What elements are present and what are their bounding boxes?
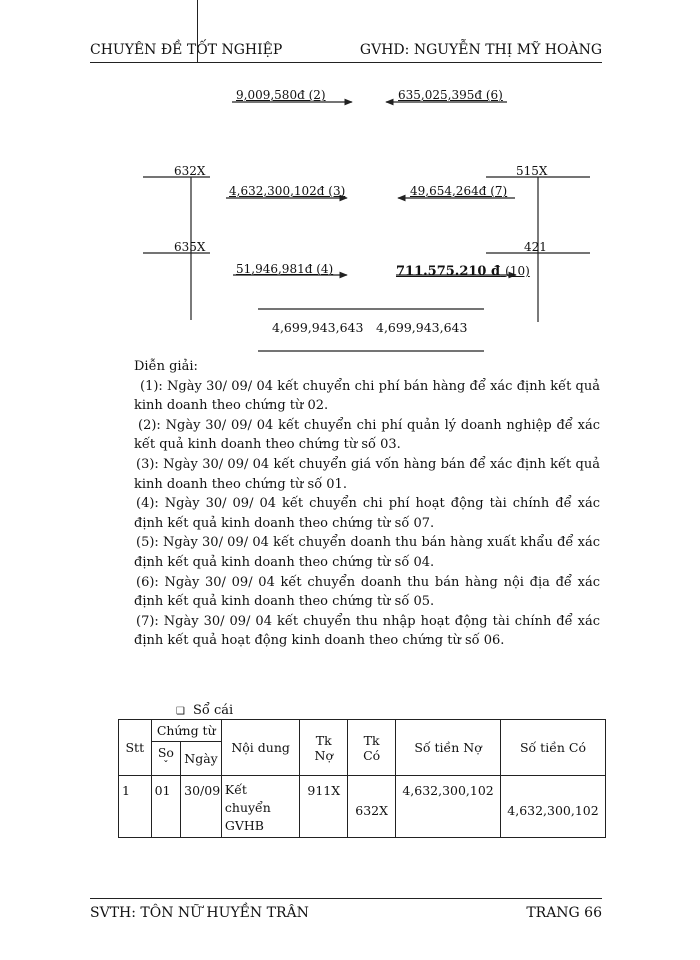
cell-noi-dung (221, 776, 299, 838)
amount-10-value: 711.575.210 đ (396, 264, 501, 279)
col-so-label: So (157, 744, 174, 760)
col-tk-no (300, 720, 348, 776)
cell-ngay: 30/09 (181, 776, 222, 838)
amount-7: 49,654,264đ (7) (410, 184, 508, 198)
amount-6: 635,025,395đ (6) (398, 88, 503, 102)
header-right: GVHD: NGUYỄN THỊ MỸ HOÀNG (359, 42, 602, 58)
explanation-item-1: (1): Ngày 30/ 09/ 04 kết chuyển chi phí bán hàng để xác định kết quả kinh doanh theo chứng từ 02. (134, 378, 600, 414)
explanation-item-4: (4): Ngày 30/ 09/ 04 kết chuyển chi phí hoạt động tài chính để xác định kết quả kinh doanh theo chứng từ số 07. (134, 496, 600, 531)
explanation-item-7: (7): Ngày 30/ 09/ 04 kết chuyển thu nhập hoạt động tài chính để xác định kết quả hoạt động kinh doanh theo chứng từ số 06. (134, 613, 600, 649)
explanation-item-3: (3): Ngày 30/ 09/ 04 kết chuyển giá vốn hàng bán để xác định kết quả kinh doanh theo chứng từ số 01. (134, 456, 600, 492)
cell-noi-dung-line2: chuyển (224, 800, 271, 815)
footer-rule (90, 898, 602, 899)
footer-left: SVTH: TÔN NỮ HUYỀN TRÂN (90, 905, 309, 921)
account-515x: 515X (516, 164, 548, 178)
cell-tk-no: 911X (300, 776, 348, 838)
col-ngay: Ngày (181, 742, 222, 776)
explanation-title: Diễn giải: (134, 359, 198, 374)
amount-4: 51,946,981đ (4) (236, 262, 334, 276)
cell-stt: 1 (119, 776, 152, 838)
col-so-mark: ˇ (163, 758, 169, 772)
col-stt: Stt (119, 720, 152, 776)
col-tk-co-line1: Tk (363, 732, 380, 748)
account-632x: 632X (174, 164, 206, 178)
checkbox-bullet-icon: ❑ (176, 706, 185, 717)
explanation-item-5: (5): Ngày 30/ 09/ 04 kết chuyển doanh thu bán hàng xuất khẩu để xác định kết quả kinh doanh theo chứng từ số 04. (134, 535, 600, 570)
account-421: 421 (524, 240, 547, 254)
header-left: CHUYÊN ĐỀ TỐT NGHIỆP (90, 42, 283, 58)
col-tk-no-line1: Tk (315, 732, 332, 748)
cell-so-tien-no: 4,632,300,102 (396, 776, 501, 838)
col-so-tien-no: Số tiền Nợ (396, 720, 501, 776)
amount-10-ref: (10) (505, 264, 530, 278)
ledger-section-title (176, 703, 233, 718)
ledger-table (118, 719, 606, 838)
col-tk-no-line2: Nợ (314, 747, 333, 763)
t-account-diagram (0, 0, 700, 360)
col-so (151, 742, 181, 776)
cell-so: 01 (151, 776, 181, 838)
explanation-section (134, 357, 600, 651)
ledger-header-row-1 (119, 720, 606, 742)
amount-3: 4,632,300,102đ (3) (229, 184, 346, 198)
account-635x: 635X (174, 240, 206, 254)
col-so-tien-co: Số tiền Có (501, 720, 606, 776)
col-chung-tu: Chứng từ (151, 720, 221, 742)
amount-10 (396, 260, 530, 279)
cell-so-tien-co: 4,632,300,102 (501, 776, 606, 838)
col-tk-co-line2: Có (363, 747, 381, 763)
cell-tk-co: 632X (348, 776, 396, 838)
ledger-title: Sổ cái (192, 703, 234, 718)
cell-noi-dung-line3: GVHB (224, 818, 264, 833)
col-noi-dung: Nội dung (221, 720, 299, 776)
explanation-item-2: (2): Ngày 30/ 09/ 04 kết chuyển chi phí quản lý doanh nghiệp để xác kết quả kinh doanh theo chứng từ số 03. (134, 417, 600, 453)
cell-noi-dung-line1: Kết (224, 782, 247, 797)
amount-2: 9,009,580đ (2) (236, 88, 326, 102)
explanation-item-6: (6): Ngày 30/ 09/ 04 kết chuyển doanh thu bán hàng nội địa để xác định kết quả kinh doanh theo chứng từ số 05. (134, 574, 600, 610)
total-debit: 4,699,943,643 (272, 320, 364, 335)
table-row (119, 776, 606, 838)
total-credit: 4,699,943,643 (376, 320, 468, 335)
footer-right: TRANG 66 (526, 905, 602, 921)
col-tk-co (348, 720, 396, 776)
